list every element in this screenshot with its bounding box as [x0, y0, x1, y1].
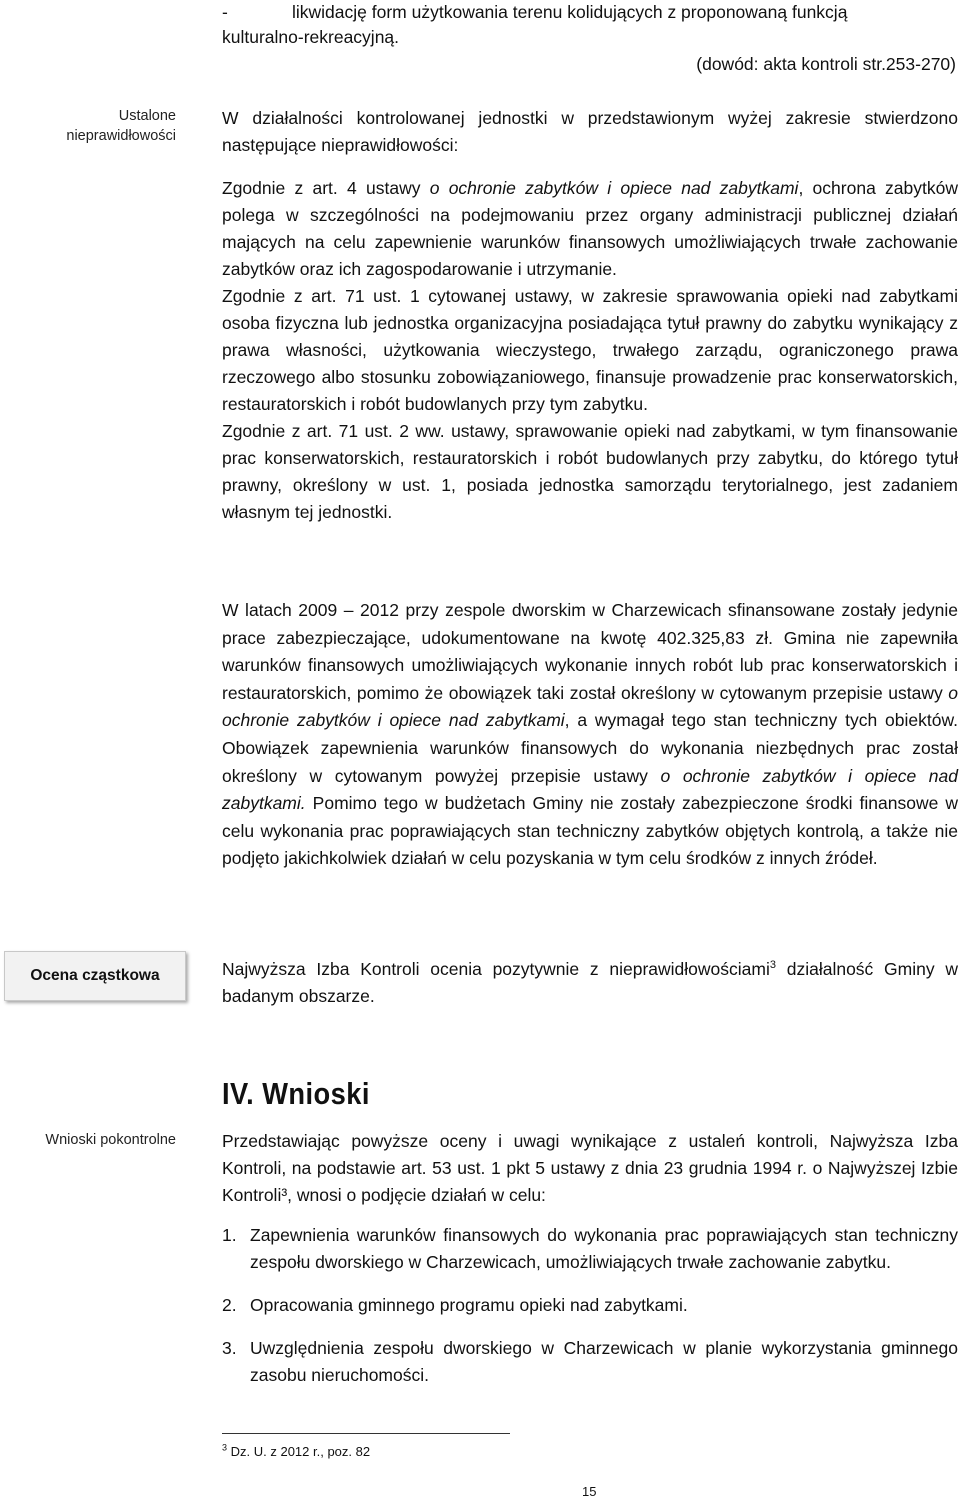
sidebar-label-conclusions: Wnioski pokontrolne: [45, 1132, 176, 1148]
art4-end: , ochrona zabytków polega w szczególności na podejmowaniu przez organy administracji publicznej działań mających na celu zapewnienie warunków finansowych umożliwiających trwałe zachowanie zabytków oraz ich zagospodarowanie i utrzymanie.: [222, 178, 958, 279]
evidence-reference: (dowód: akta kontroli str.253-270): [696, 54, 956, 74]
intro-line-1: likwidację form użytkowania terenu kolidujących z proponowaną funkcją: [292, 2, 848, 22]
list-item: [222, 1292, 958, 1319]
findings-legal-basis: [222, 175, 958, 526]
facts-law-title-2: o ochronie zabytków i opiece nad zabytkami.: [222, 765, 958, 814]
item-text: Zapewnienia warunków finansowych do wykonania prac poprawiających stan techniczny zespołu dworskiego w Charzewicach, umożliwiających trwałe zachowanie zabytku.: [250, 1225, 958, 1272]
intro-bullet: [222, 0, 958, 50]
footnote-reference: 3: [769, 959, 776, 972]
bullet-dash: -: [222, 2, 228, 22]
footnote-divider: [222, 1433, 510, 1434]
footnote-text: Dz. U. z 2012 r., poz. 82: [227, 1444, 371, 1459]
findings-intro-paragraph: W działalności kontrolowanej jednostki w przedstawionym wyżej zakresie stwierdzono następujące nieprawidłowości:: [222, 108, 958, 155]
art4-law-title: o ochronie zabytków i opiece nad zabytkami: [429, 178, 799, 198]
assessment-paragraph: [222, 956, 958, 1010]
footnote-marker: 3: [222, 1442, 228, 1453]
art4-paragraph: [222, 175, 958, 283]
section-heading: IV. Wnioski: [222, 1076, 370, 1111]
item-number: 1.: [222, 1225, 237, 1245]
list-item: [222, 1222, 958, 1276]
art4-start: Zgodnie z art. 4 ustawy: [222, 178, 430, 198]
item-number: 2.: [222, 1295, 237, 1315]
facts-part-c: Pomimo tego w budżetach Gminy nie zostały zabezpieczone środki finansowe w celu wykonania prac poprawiających stan techniczny zabytków objętych kontrolą, a także nie podjęto jakichkolwiek działań w celu pozyskania w tym celu środków z innych źródeł.: [222, 793, 958, 869]
footnote: [222, 1444, 370, 1459]
item-text: Uwzględnienia zespołu dworskiego w Charzewicach w planie wykorzystania gminnego zasobu nieruchomości.: [250, 1338, 958, 1385]
assessment-text-a: Najwyższa Izba Kontroli ocenia pozytywnie z nieprawidłowościami: [222, 959, 770, 979]
recommendations-list: [222, 1222, 958, 1405]
art71-1-paragraph: Zgodnie z art. 71 ust. 1 cytowanej ustawy, w zakresie sprawowania opieki nad zabytkami osoba fizyczna lub jednostka organizacyjna posiadająca tytuł prawny do zabytku wynikający z prawa własności, użytkowania wieczystego, trwałego zarządu, ograniczonego prawa rzeczowego albo stosunku zobowiązaniowego, finansuje prowadzenie prac konserwatorskich, restauratorskich i robót budowlanych przy tym zabytku.: [222, 286, 958, 414]
sidebar-label-partial-assessment: Ocena cząstkowa: [4, 951, 186, 1001]
findings-facts-paragraph: [222, 597, 958, 873]
assessment-text-b: działalność Gminy w badanym obszarze.: [222, 959, 958, 1006]
facts-part-b: , a wymagał tego stan techniczny tych obiektów. Obowiązek zapewnienia warunków finansowych do wykonania niezbędnych prac został określony w cytowanym powyżej przepisie ustawy: [222, 710, 958, 786]
item-number: 3.: [222, 1338, 237, 1358]
conclusions-intro: Przedstawiając powyższe oceny i uwagi wynikające z ustaleń kontroli, Najwyższa Izba Kontroli, na podstawie art. 53 ust. 1 pkt 5 ustawy z dnia 23 grudnia 1994 r. o Najwyższej Izbie Kontroli³, wnosi o podjęcie działań w celu:: [222, 1131, 958, 1205]
intro-line-2: kulturalno-rekreacyjną.: [222, 27, 400, 47]
art71-2-paragraph: Zgodnie z art. 71 ust. 2 ww. ustawy, sprawowanie opieki nad zabytkami, w tym finansowanie prac konserwatorskich, restauratorskich i robót budowlanych przy zabytku, do którego tytuł prawny, określony w ust. 1, posiada jednostka samorządu terytorialnego, jest zadaniem własnym tej jednostki.: [222, 421, 958, 522]
list-item: [222, 1335, 958, 1389]
page-number: 15: [582, 1484, 597, 1499]
item-text: Opracowania gminnego programu opieki nad zabytkami.: [250, 1295, 688, 1315]
facts-law-title-1: o ochronie zabytków i opiece nad zabytkami: [222, 682, 958, 731]
sidebar-label-irregularities: Ustalone nieprawidłowości: [66, 108, 176, 144]
facts-part-a: W latach 2009 – 2012 przy zespole dworskim w Charzewicach sfinansowane zostały jedynie prace zabezpieczające, udokumentowane na kwotę 402.325,83 zł. Gmina nie zapewniła warunków finansowych umożliwiających wykonanie innych robót lub prac konserwatorskich i restauratorskich, pomimo że obowiązek taki został określony w cytowanym przepisie ustawy: [222, 600, 958, 703]
